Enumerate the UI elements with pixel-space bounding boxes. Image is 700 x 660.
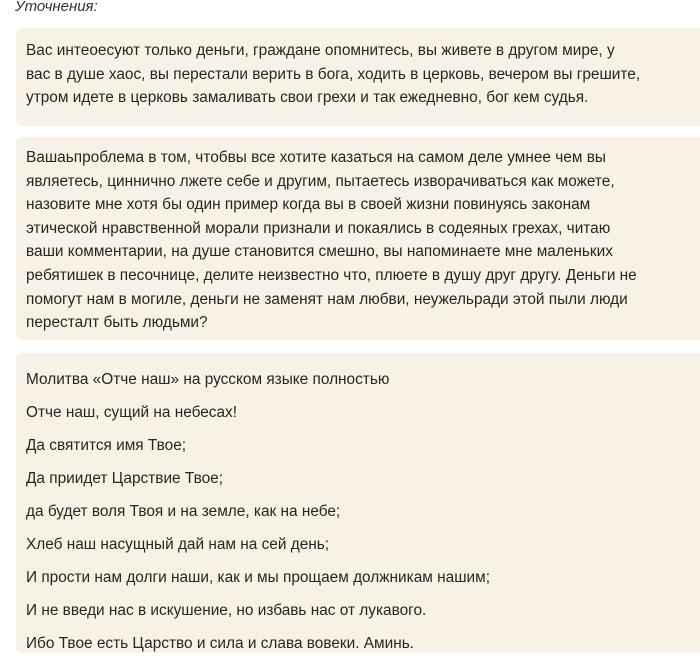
comment-card-1 [16, 28, 700, 126]
prayer-line-5: Хлеб наш насущный дай нам на сей день; [26, 536, 330, 553]
section-heading: Уточнения: [15, 0, 98, 15]
comment-2-line-1: Вашаьпроблема в том, чтобвы все хотите казаться на самом деле умнее чем вы [26, 149, 606, 166]
prayer-line-4: да будет воля Твоя и на земле, как на небе; [26, 503, 341, 520]
comment-2-line-6: ребятишек в песочнице, делите неизвестно что, плюете в душу друг другу. Деньги не [26, 266, 637, 284]
comment-2-line-3: назовите мне хотя бы один пример когда вы в своей жизни повинуясь законам [26, 196, 591, 214]
comment-2-line-2: являетесь, циннично лжете себе и другим, пытаетесь изворачиваться как можете, [26, 172, 615, 190]
comment-1-line-2: вас в душе хаос, вы перестали верить в бога, ходить в церковь, вечером вы грешите, [26, 65, 641, 83]
comment-2-line-8: пересталт быть людьми? [26, 314, 208, 332]
prayer-line-2: Да святится имя Твое; [26, 437, 187, 454]
comment-1-line-3: утром идете в церковь замаливать свои грехи и так ежедневно, бог кем судья. [26, 89, 589, 106]
prayer-line-7: И не введи нас в искушение, но избавь нас от лукавого. [26, 602, 427, 619]
prayer-card [16, 353, 700, 653]
comment-2-line-5: ваши комментарии, на душе становится смешно, вы напоминаете мне маленьких [26, 243, 613, 261]
comment-1-line-1: Вас интеоесуют только деньги, граждане опомнитесь, вы живете в другом мире, у [26, 42, 615, 59]
prayer-line-1: Отче наш, сущий на небесах! [26, 404, 238, 421]
comment-2-line-4: этической нравственной морали признали и покаялись в содеяных грехах, читаю [26, 219, 611, 237]
comment-2-line-7: помогут нам в могиле, деньги не заменят нам любви, неужельради этой пыли люди [26, 290, 628, 308]
prayer-line-3: Да приидет Царствие Твое; [26, 470, 224, 487]
prayer-title: Молитва «Отче наш» на русском языке полностью [26, 371, 390, 388]
prayer-line-6: И прости нам долги наши, как и мы прощаем должникам нашим; [26, 569, 490, 586]
prayer-line-8: Ибо Твое есть Царство и сила и слава вовеки. Аминь. [26, 635, 415, 652]
comment-card-2 [16, 137, 700, 340]
